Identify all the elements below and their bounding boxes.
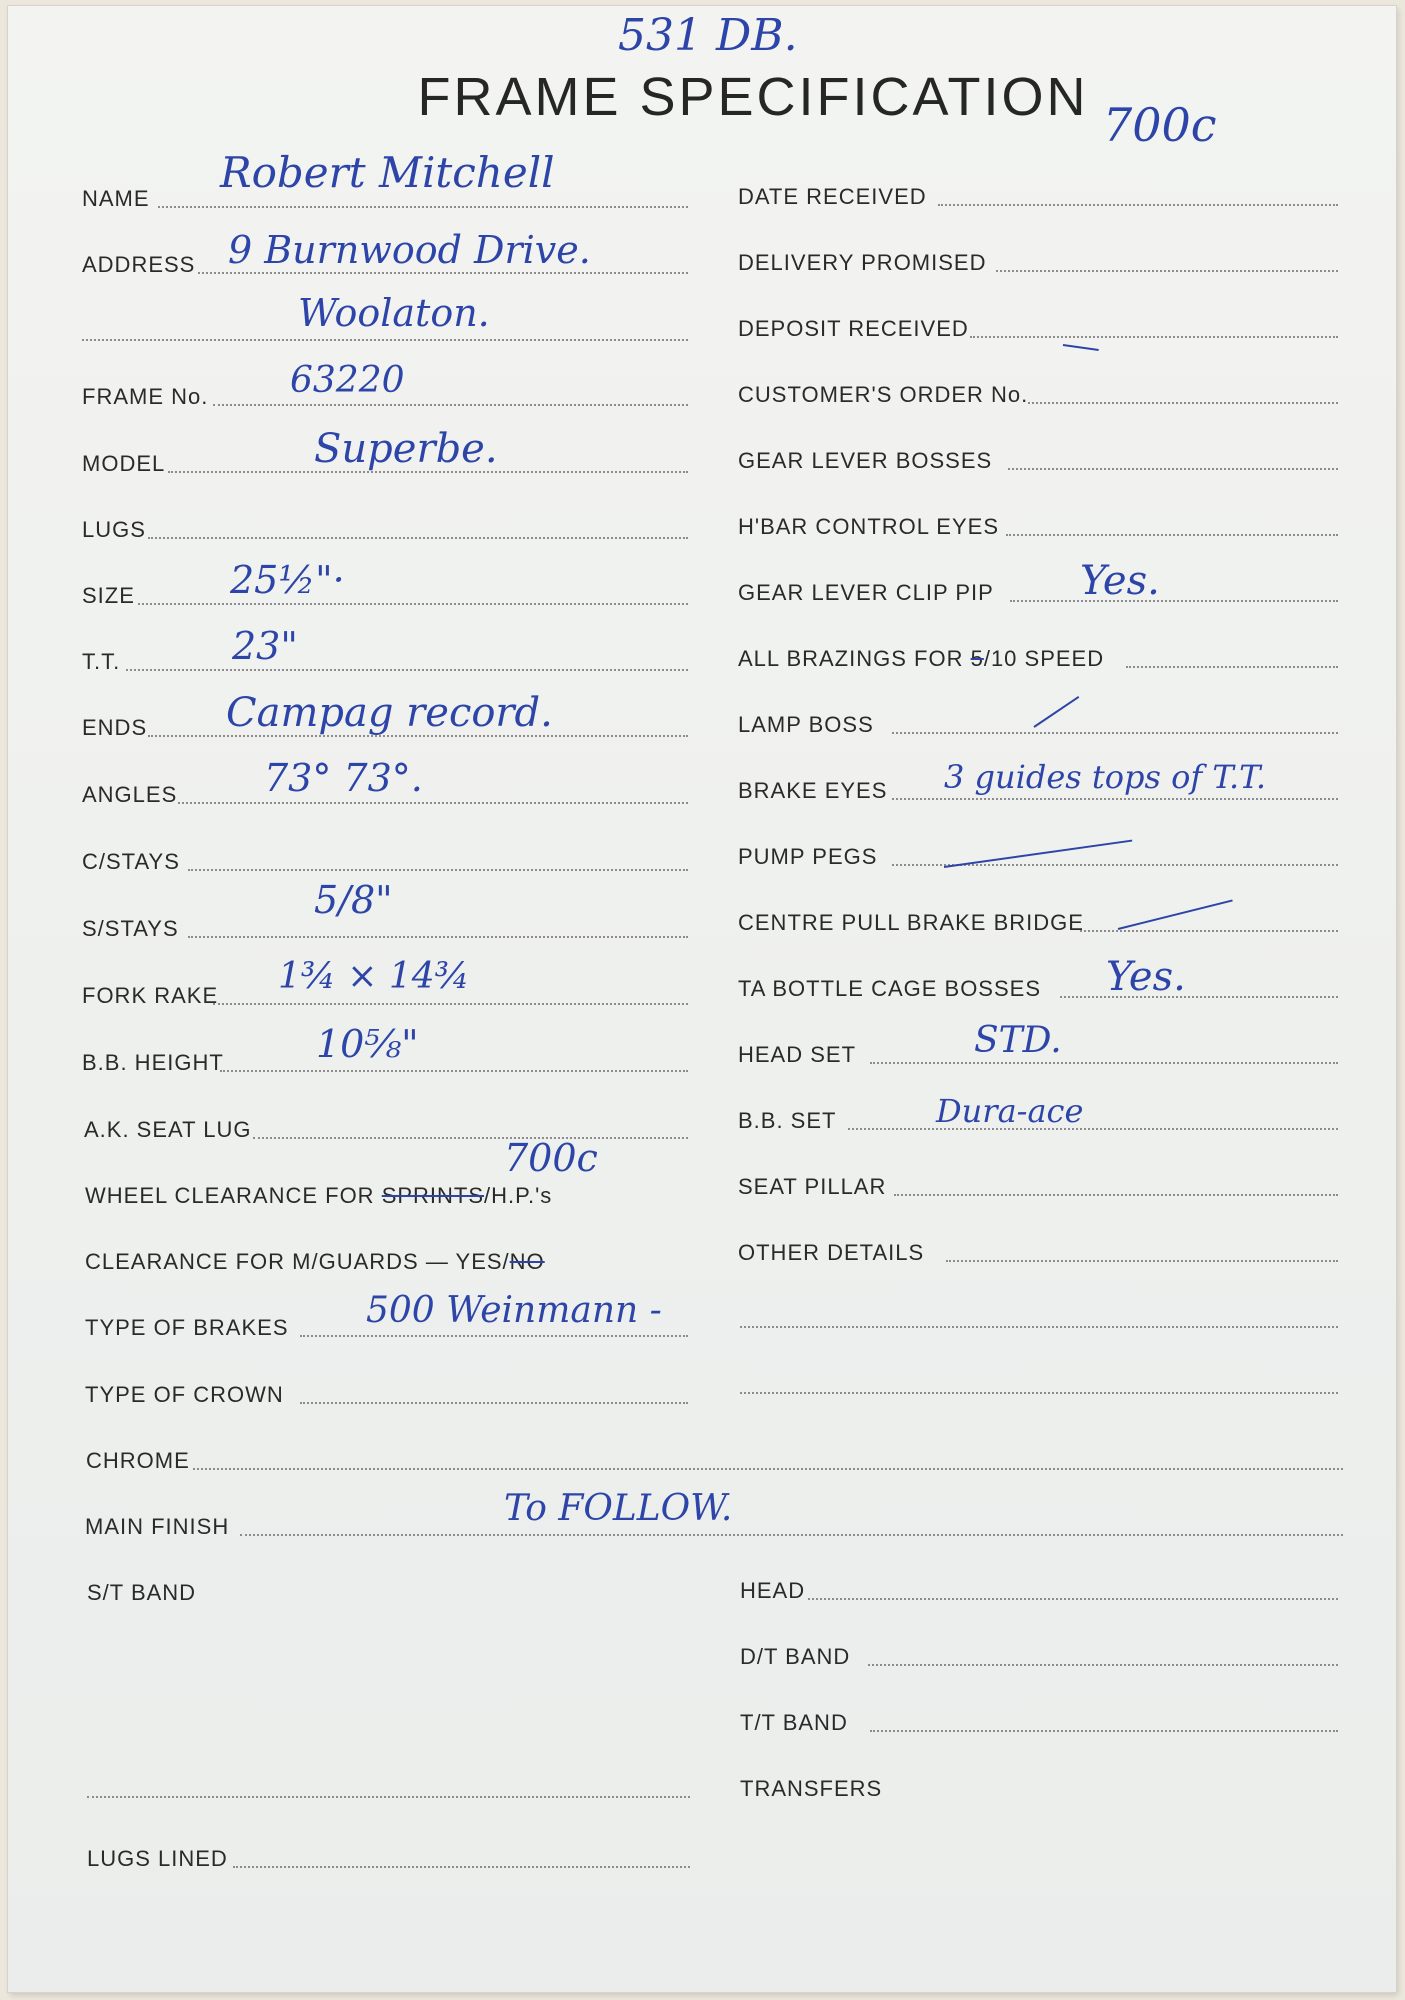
centre-pull-line-mark xyxy=(1118,899,1233,929)
tt-value: 23" xyxy=(232,624,298,668)
type-of-brakes-label: TYPE OF BRAKES xyxy=(85,1315,289,1340)
brake-eyes-value: 3 guides tops of T.T. xyxy=(944,758,1266,796)
tt-field-line[interactable] xyxy=(126,669,688,671)
bb-height-label: B.B. HEIGHT xyxy=(82,1050,224,1075)
frame-no-label: FRAME No. xyxy=(82,384,209,409)
ak-seat-lug-field-line[interactable] xyxy=(253,1137,688,1139)
date-received-field-line[interactable] xyxy=(938,204,1338,206)
pump-pegs-label: PUMP PEGS xyxy=(738,844,878,869)
ends-value: Campag record. xyxy=(226,690,553,736)
main-finish-field-line[interactable] xyxy=(240,1534,1343,1536)
type-of-brakes-value: 500 Weinmann - xyxy=(366,1290,662,1331)
sprints-struck-text: SPRINTS xyxy=(381,1183,485,1208)
dt-band-label: D/T BAND xyxy=(740,1644,851,1669)
customer-order-no-label: CUSTOMER'S ORDER No. xyxy=(738,382,1029,407)
lamp-boss-field-line[interactable] xyxy=(892,732,1338,734)
dt-band-field-line[interactable] xyxy=(868,1664,1338,1666)
ta-bottle-cage-bosses-value: Yes. xyxy=(1106,954,1186,1000)
address-line-1-value: 9 Burnwood Drive. xyxy=(228,228,591,272)
name-value: Robert Mitchell xyxy=(220,148,555,197)
gear-lever-clip-pip-field-line[interactable] xyxy=(1010,600,1338,602)
frame-no-value: 63220 xyxy=(290,360,405,401)
head-set-field-line[interactable] xyxy=(870,1062,1338,1064)
address-line-2-value: Woolaton. xyxy=(298,291,490,335)
ta-bottle-cage-bosses-label: TA BOTTLE CAGE BOSSES xyxy=(738,976,1042,1001)
hbar-control-eyes-field-line[interactable] xyxy=(1006,534,1338,536)
main-finish-label: MAIN FINISH xyxy=(85,1514,230,1539)
gear-lever-bosses-label: GEAR LEVER BOSSES xyxy=(738,448,993,473)
s-stays-label: S/STAYS xyxy=(82,916,179,941)
address-field-line-1[interactable] xyxy=(198,272,688,274)
five-speed-struck-text: 5 xyxy=(970,646,984,671)
seat-pillar-label: SEAT PILLAR xyxy=(738,1174,887,1199)
size-field-line[interactable] xyxy=(138,603,688,605)
model-label: MODEL xyxy=(82,451,166,476)
lugs-field-line[interactable] xyxy=(148,537,688,539)
other-details-field-line-1[interactable] xyxy=(946,1260,1338,1262)
fork-rake-value: 1¾ × 14¾ xyxy=(278,956,470,997)
ak-seat-lug-label: A.K. SEAT LUG xyxy=(84,1117,252,1142)
all-brazings-label: ALL BRAZINGS FOR 5/10 SPEED xyxy=(738,646,1105,671)
fork-rake-label: FORK RAKE xyxy=(82,983,219,1008)
transfers-label: TRANSFERS xyxy=(740,1776,883,1801)
other-details-label: OTHER DETAILS xyxy=(738,1240,925,1265)
wheel-clearance-label: WHEEL CLEARANCE FOR SPRINTS/H.P.'s xyxy=(85,1183,553,1208)
lamp-boss-tick-mark xyxy=(1033,696,1079,728)
brake-eyes-label: BRAKE EYES xyxy=(738,778,888,803)
other-details-field-line-3[interactable] xyxy=(740,1392,1338,1394)
tt-label: T.T. xyxy=(82,649,121,674)
angles-label: ANGLES xyxy=(82,782,178,807)
ends-label: ENDS xyxy=(82,715,148,740)
date-received-label: DATE RECEIVED xyxy=(738,184,927,209)
lugs-label: LUGS xyxy=(82,517,146,542)
main-finish-value: To FOLLOW. xyxy=(504,1488,733,1529)
fork-rake-field-line[interactable] xyxy=(213,1003,688,1005)
chrome-field-line[interactable] xyxy=(193,1468,1343,1470)
angles-value: 73° 73°. xyxy=(264,756,423,800)
centre-pull-brake-bridge-label: CENTRE PULL BRAKE BRIDGE xyxy=(738,910,1084,935)
chrome-label: CHROME xyxy=(86,1448,190,1473)
head-label: HEAD xyxy=(740,1578,806,1603)
angles-field-line[interactable] xyxy=(178,802,688,804)
delivery-promised-field-line[interactable] xyxy=(996,270,1338,272)
tt-band-label: T/T BAND xyxy=(740,1710,848,1735)
hbar-control-eyes-label: H'BAR CONTROL EYES xyxy=(738,514,999,539)
address-label: ADDRESS xyxy=(82,252,196,277)
bb-height-field-line[interactable] xyxy=(220,1070,688,1072)
s-stays-value: 5/8" xyxy=(314,878,393,922)
steel-tubing-note: 531 DB. xyxy=(618,10,798,61)
ta-bottle-cage-bosses-field-line[interactable] xyxy=(1060,996,1338,998)
size-value: 25½"· xyxy=(230,558,345,602)
customer-order-no-field-line[interactable] xyxy=(1028,402,1338,404)
brake-eyes-field-line[interactable] xyxy=(892,798,1338,800)
name-label: NAME xyxy=(82,186,150,211)
name-field-line[interactable] xyxy=(158,206,688,208)
form-sheet xyxy=(8,6,1396,1992)
bb-set-value: Dura-ace xyxy=(936,1092,1084,1130)
seat-pillar-field-line[interactable] xyxy=(894,1194,1338,1196)
type-of-crown-field-line[interactable] xyxy=(300,1402,688,1404)
wheel-size-note: 700c xyxy=(1103,98,1217,152)
wheel-clearance-value: 700c xyxy=(504,1136,598,1180)
centre-pull-brake-bridge-field-line[interactable] xyxy=(1080,930,1338,932)
deposit-received-field-line[interactable] xyxy=(970,336,1338,338)
lugs-lined-label: LUGS LINED xyxy=(87,1846,228,1871)
head-set-value: STD. xyxy=(974,1020,1062,1061)
gear-lever-clip-pip-value: Yes. xyxy=(1080,558,1160,604)
address-field-line-2[interactable] xyxy=(82,339,688,341)
tt-band-field-line[interactable] xyxy=(870,1730,1338,1732)
lugs-lined-field-line[interactable] xyxy=(233,1866,690,1868)
delivery-promised-label: DELIVERY PROMISED xyxy=(738,250,987,275)
bb-set-field-line[interactable] xyxy=(848,1128,1338,1130)
head-field-line[interactable] xyxy=(808,1598,1338,1600)
s-stays-field-line[interactable] xyxy=(188,936,688,938)
deposit-dash-mark xyxy=(1063,344,1099,351)
gear-lever-clip-pip-label: GEAR LEVER CLIP PIP xyxy=(738,580,994,605)
size-label: SIZE xyxy=(82,583,135,608)
lamp-boss-label: LAMP BOSS xyxy=(738,712,874,737)
c-stays-field-line[interactable] xyxy=(188,869,688,871)
bb-set-label: B.B. SET xyxy=(738,1108,837,1133)
frame-no-field-line[interactable] xyxy=(213,404,688,406)
bb-height-value: 10⅝" xyxy=(316,1022,419,1066)
mudguards-label: CLEARANCE FOR M/GUARDS — YES/NO xyxy=(85,1249,545,1274)
st-band-label: S/T BAND xyxy=(87,1580,197,1605)
other-details-field-line-2[interactable] xyxy=(740,1326,1338,1328)
no-struck-text: NO xyxy=(509,1249,545,1274)
st-band-field-line[interactable] xyxy=(87,1796,690,1798)
c-stays-label: C/STAYS xyxy=(82,849,180,874)
model-value: Superbe. xyxy=(314,426,498,472)
all-brazings-field-line[interactable] xyxy=(1126,666,1338,668)
form-title: FRAME SPECIFICATION xyxy=(417,67,1089,127)
head-set-label: HEAD SET xyxy=(738,1042,857,1067)
type-of-crown-label: TYPE OF CROWN xyxy=(85,1382,284,1407)
deposit-received-label: DEPOSIT RECEIVED xyxy=(738,316,969,341)
gear-lever-bosses-field-line[interactable] xyxy=(1008,468,1338,470)
type-of-brakes-field-line[interactable] xyxy=(300,1335,688,1337)
